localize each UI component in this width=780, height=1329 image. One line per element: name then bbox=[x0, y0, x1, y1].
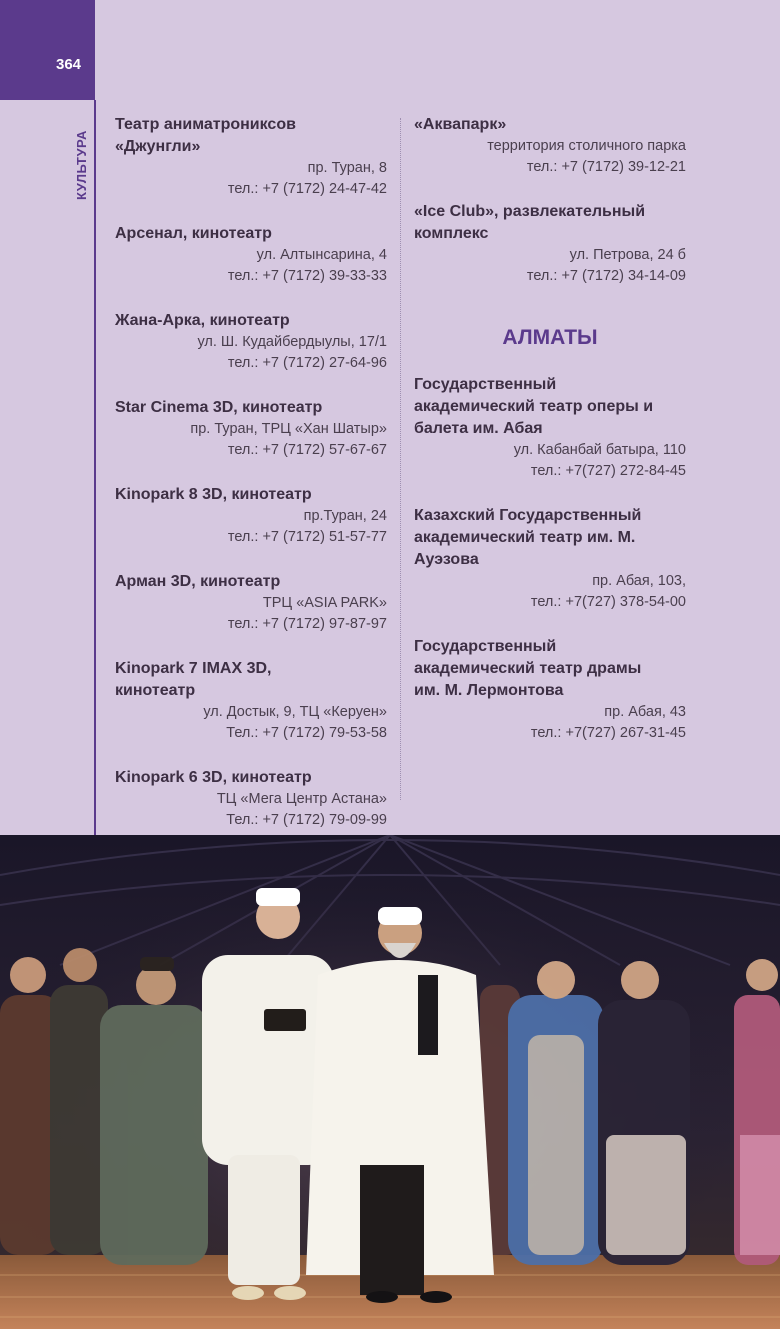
venue-name-line: «Джунгли» bbox=[115, 138, 201, 155]
column-divider bbox=[400, 118, 401, 800]
venue-entry bbox=[115, 767, 387, 830]
venue-address: пр. Абая, 43 bbox=[604, 704, 686, 720]
venue-name-line: Государственный bbox=[414, 638, 557, 655]
venue-name-line: Театр аниматрониксов bbox=[115, 116, 296, 133]
venue-phone: тел.: +7 (7172) 39-12-21 bbox=[526, 158, 686, 175]
venue-address: пр. Абая, 103, bbox=[592, 573, 686, 589]
venue-name bbox=[115, 223, 387, 245]
venue-phone: тел.: +7(727) 378-54-00 bbox=[530, 593, 686, 610]
venue-name bbox=[414, 505, 686, 571]
right-column bbox=[414, 114, 686, 767]
venue-name-line: Арсенал, кинотеатр bbox=[115, 225, 272, 242]
venue-name bbox=[115, 658, 387, 702]
venue-entry bbox=[414, 201, 686, 286]
venue-phone: тел.: +7 (7172) 51-57-77 bbox=[227, 528, 387, 545]
venue-name bbox=[115, 484, 387, 506]
venue-address: ул. Алтынсарина, 4 bbox=[256, 247, 387, 263]
venue-name-line: кинотеатр bbox=[115, 682, 196, 699]
left-column bbox=[115, 114, 387, 854]
venue-name bbox=[115, 397, 387, 419]
venue-name-line: Star Cinema 3D, кинотеатр bbox=[115, 399, 323, 416]
venue-address: пр. Туран, 8 bbox=[307, 160, 387, 176]
venue-address: ул. Ш. Кудайбердыулы, 17/1 bbox=[197, 334, 387, 350]
venue-entry bbox=[115, 223, 387, 286]
venue-name bbox=[115, 310, 387, 332]
venue-entry bbox=[414, 114, 686, 177]
venue-address: ТЦ «Мега Центр Астана» bbox=[216, 791, 387, 807]
venue-phone: тел.: +7 (7172) 39-33-33 bbox=[227, 267, 387, 284]
venue-name-line: Казахский Государственный bbox=[414, 507, 642, 524]
venue-entry bbox=[115, 658, 387, 743]
venue-name-line: Kinopark 8 3D, кинотеатр bbox=[115, 486, 312, 503]
page-number: 364 bbox=[56, 56, 82, 73]
venue-name-line: академический театр драмы bbox=[414, 660, 642, 677]
venue-phone: тел.: +7 (7172) 97-87-97 bbox=[227, 615, 387, 632]
stage-illustration bbox=[0, 835, 780, 1329]
venue-name-line: Ауэзова bbox=[414, 551, 479, 568]
section-label: КУЛЬТУРА bbox=[74, 130, 89, 200]
venue-phone: тел.: +7(727) 272-84-45 bbox=[530, 462, 686, 479]
venue-address: пр.Туран, 24 bbox=[303, 508, 387, 524]
venue-name bbox=[115, 114, 387, 158]
venue-address: ТРЦ «ASIA PARK» bbox=[262, 595, 387, 611]
venue-name-line: комплекс bbox=[414, 225, 489, 242]
venue-name-line: Арман 3D, кинотеатр bbox=[115, 573, 281, 590]
venue-name-line: Kinopark 7 IMAX 3D, bbox=[115, 660, 272, 677]
venue-phone: Тел.: +7 (7172) 79-09-99 bbox=[226, 811, 387, 828]
venue-name-line: им. М. Лермонтова bbox=[414, 682, 564, 699]
venue-name bbox=[414, 201, 686, 245]
venue-entry bbox=[115, 114, 387, 199]
venue-entry bbox=[115, 484, 387, 547]
section-label-container bbox=[70, 120, 94, 210]
venue-name-line: «Аквапарк» bbox=[414, 116, 507, 133]
venue-phone: тел.: +7 (7172) 34-14-09 bbox=[526, 267, 686, 284]
venue-entry bbox=[115, 571, 387, 634]
city-heading: АЛМАТЫ bbox=[502, 326, 598, 349]
theatre-stage-photo bbox=[0, 835, 780, 1329]
venue-phone: тел.: +7(727) 267-31-45 bbox=[530, 724, 686, 741]
venue-phone: тел.: +7 (7172) 57-67-67 bbox=[227, 441, 387, 458]
venue-name-line: академический театр им. М. bbox=[414, 529, 636, 546]
venue-name-line: академический театр оперы и bbox=[414, 398, 654, 415]
sidebar-rule bbox=[94, 100, 96, 835]
venue-phone: тел.: +7 (7172) 24-47-42 bbox=[227, 180, 387, 197]
venue-name-line: «Ice Club», развлекательный bbox=[414, 203, 646, 220]
venue-address: пр. Туран, ТРЦ «Хан Шатыр» bbox=[190, 421, 387, 437]
venue-name bbox=[115, 767, 387, 789]
venue-address: территория столичного парка bbox=[487, 138, 686, 154]
venue-entry bbox=[414, 505, 686, 612]
chorus-right bbox=[480, 959, 780, 1265]
venue-address: ул. Кабанбай батыра, 110 bbox=[513, 442, 686, 458]
venue-phone: тел.: +7 (7172) 27-64-96 bbox=[227, 354, 387, 371]
venue-address: ул. Достык, 9, ТЦ «Керуен» bbox=[203, 704, 387, 720]
venue-entry bbox=[115, 397, 387, 460]
venue-address: ул. Петрова, 24 б bbox=[569, 247, 686, 263]
venue-entry bbox=[414, 636, 686, 743]
venue-entry bbox=[115, 310, 387, 373]
venue-name bbox=[115, 571, 387, 593]
venue-name-line: Жана-Арка, кинотеатр bbox=[115, 312, 290, 329]
page-number-box bbox=[0, 0, 95, 100]
venue-entry bbox=[414, 374, 686, 481]
venue-name-line: Kinopark 6 3D, кинотеатр bbox=[115, 769, 312, 786]
venue-name-line: Государственный bbox=[414, 376, 557, 393]
venue-name bbox=[414, 374, 686, 440]
venue-name-line: балета им. Абая bbox=[414, 420, 543, 437]
venue-phone: Тел.: +7 (7172) 79-53-58 bbox=[226, 724, 387, 741]
venue-name bbox=[414, 636, 686, 702]
venue-name bbox=[414, 114, 686, 136]
